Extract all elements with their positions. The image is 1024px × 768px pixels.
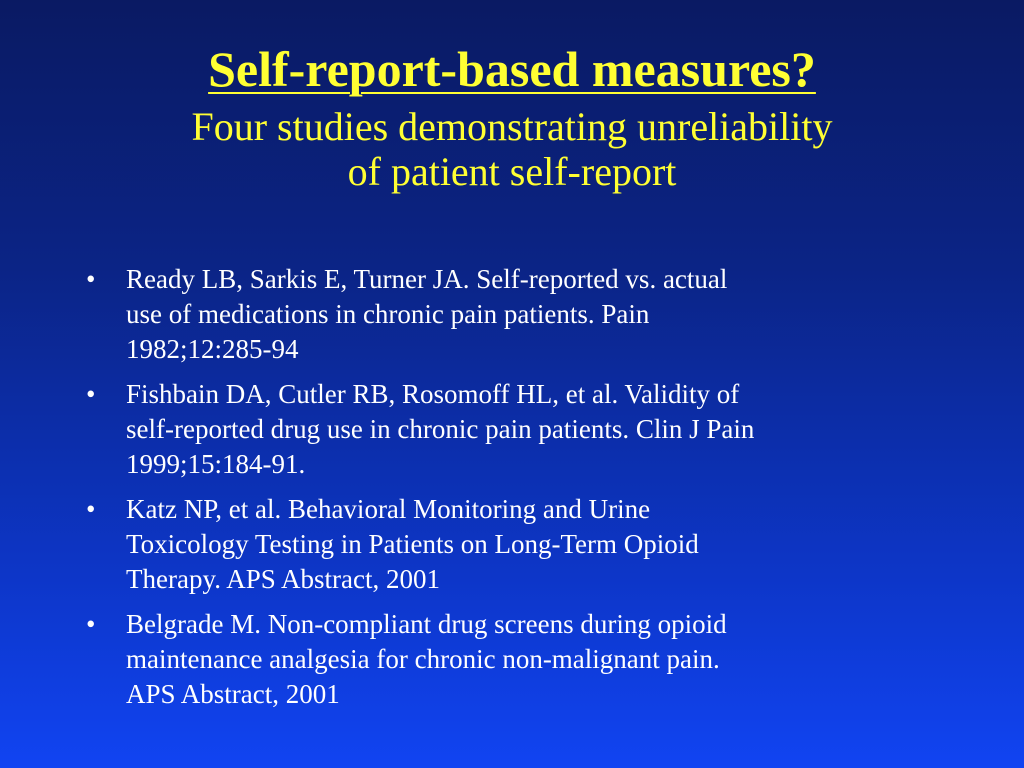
bullet-icon: • [86,494,96,524]
reference-item [86,492,946,597]
bullet-icon: • [86,264,96,294]
reference-line: self-reported drug use in chronic pain patients. Clin J Pain [126,414,755,444]
reference-text [126,377,946,482]
slide-title: Self-report-based measures? [208,41,816,97]
reference-line: Belgrade M. Non-compliant drug screens during opioid [126,609,727,639]
reference-line: 1999;15:184-91. [126,449,306,479]
bullet-icon: • [86,609,96,639]
reference-item [86,262,946,367]
reference-line: 1982;12:285-94 [126,334,299,364]
title-block [60,40,964,194]
reference-text [126,262,946,367]
reference-line: Katz NP, et al. Behavioral Monitoring and Urine [126,494,651,524]
reference-line: Therapy. APS Abstract, 2001 [126,564,440,594]
subtitle-line: of patient self-report [347,149,677,194]
bullet-icon: • [86,379,96,409]
reference-line: Fishbain DA, Cutler RB, Rosomoff HL, et al. Validity of [126,379,740,409]
reference-text [126,492,946,597]
subtitle-line: Four studies demonstrating unreliability [191,104,833,149]
reference-item [86,607,946,712]
reference-item [86,377,946,482]
reference-line: APS Abstract, 2001 [126,679,340,709]
reference-text [126,607,946,712]
reference-line: Ready LB, Sarkis E, Turner JA. Self-reported vs. actual [126,264,728,294]
reference-line: use of medications in chronic pain patients. Pain [126,299,650,329]
reference-list [86,262,946,722]
slide-subtitle [60,104,964,194]
reference-line: Toxicology Testing in Patients on Long-Term Opioid [126,529,699,559]
reference-line: maintenance analgesia for chronic non-malignant pain. [126,644,720,674]
